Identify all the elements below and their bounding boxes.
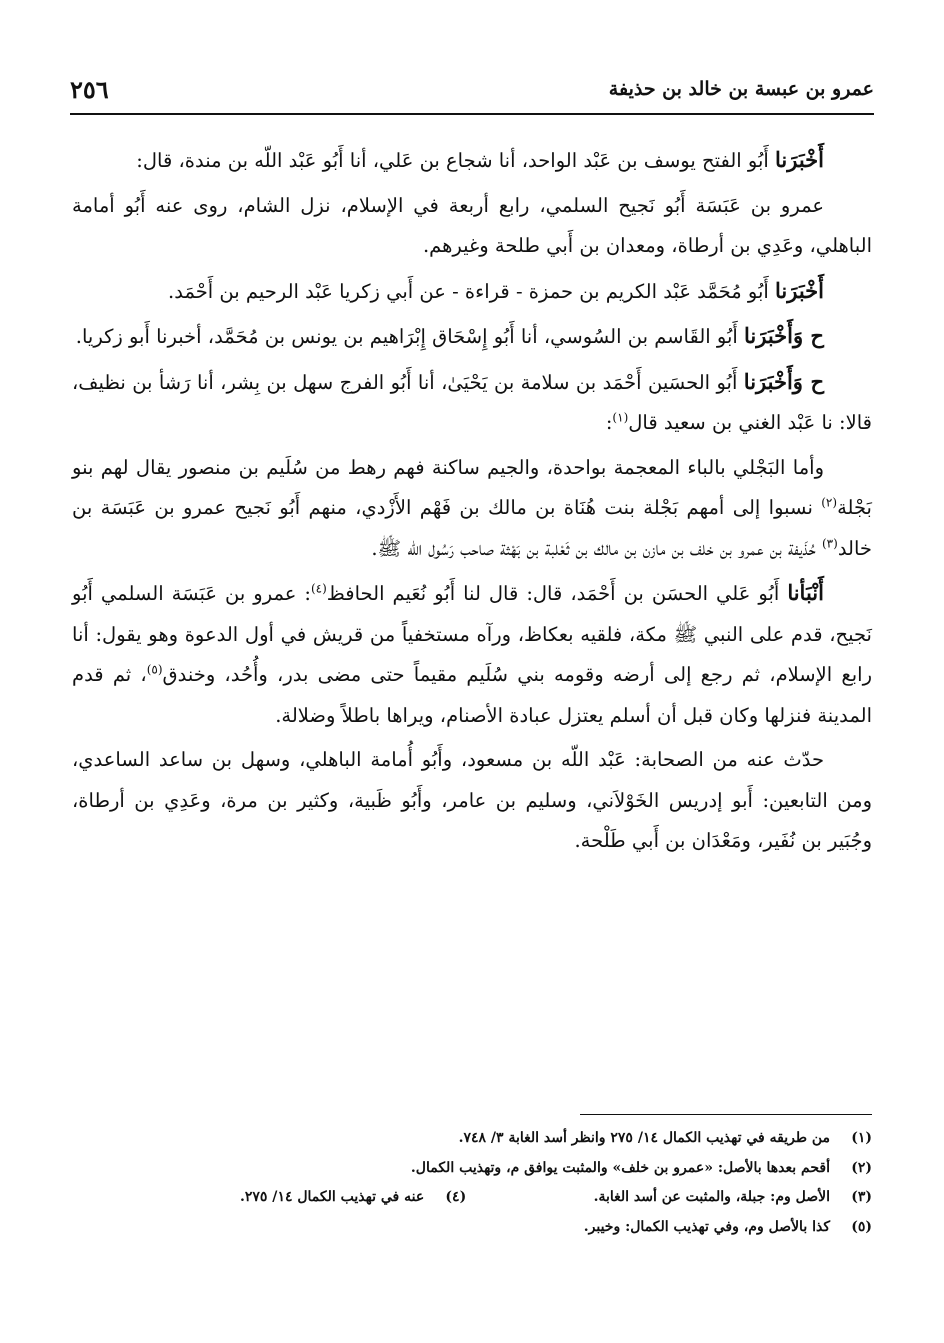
footnote bbox=[72, 1124, 872, 1154]
paragraph-text: أَبُو الفتح يوسف بن عَبْد الواحد، أنا شجاع بن عَلي، أنا أَبُو عَبْد اللّه بن مندة، قال: bbox=[136, 149, 776, 172]
footnote-number: (١) bbox=[851, 1130, 872, 1146]
paragraph bbox=[72, 362, 872, 444]
footnote-number: (٤) bbox=[445, 1189, 467, 1205]
footnote-number: (٢) bbox=[851, 1159, 872, 1176]
paragraph-text: حُذَيفة بن عمرو بن خلف بن مازن بن مالك بن ثَعْلبة بن بَهْثة صاحب رَسُول اللّه ﷺ. bbox=[371, 536, 822, 560]
paragraph-text: وأما البَجْلي بالباء المعجمة بواحدة، والجيم ساكنة فهم رهط من سُلَيم بن منصور يقال لهم بنو بَجْلة bbox=[72, 455, 872, 519]
footnote bbox=[594, 1183, 872, 1213]
paragraph bbox=[72, 271, 872, 313]
paragraph-text: : bbox=[605, 411, 613, 434]
paragraph-text: أَبُو الحسَين أَحْمَد بن سلامة بن يَحْيَىٰ، أنا أَبُو الفرج سهل بن بِشر، أنا رَشأ بن نظيف، قالا: نا عَبْد الغني بن سعيد قال bbox=[72, 370, 872, 434]
header-divider bbox=[70, 113, 874, 115]
paragraph bbox=[72, 186, 872, 267]
footnote-ref[interactable]: (٢) bbox=[821, 495, 838, 510]
running-header bbox=[70, 68, 874, 110]
footnote bbox=[72, 1154, 872, 1184]
paragraph bbox=[72, 448, 872, 570]
footnote-text: أقحم بعدها بالأصل: «عمرو بن خلف» والمثبت يوافق م، وتهذيب الكمال. bbox=[410, 1159, 830, 1176]
isnad-lead: أَخْبَرَنا bbox=[775, 277, 824, 303]
footnote-text: عنه في تهذيب الكمال ١٤/ ٢٧٥. bbox=[240, 1189, 425, 1205]
paragraph-text: أَبُو القَاسم بن السُوسي، أنا أَبُو إِسْحَاق إِبْرَاهيم بن يونس بن مُحَمَّد، أخبرنا أَبو زكريا. bbox=[75, 325, 744, 348]
paragraph bbox=[72, 316, 872, 358]
main-text bbox=[72, 140, 872, 862]
footnotes bbox=[72, 1124, 872, 1242]
footnote bbox=[240, 1183, 466, 1213]
footnote-ref[interactable]: (٣) bbox=[821, 536, 838, 550]
footnote-row bbox=[72, 1183, 872, 1213]
paragraph bbox=[72, 740, 872, 862]
paragraph-text: أَبُو عَلي الحسَن بن أَحْمَد، قال: قال لنا أَبُو نُعَيم الحافظ bbox=[326, 582, 788, 605]
footnote-ref[interactable]: (١) bbox=[612, 410, 629, 425]
paragraph-text: حدّث عنه من الصحابة: عَبْد اللّه بن مسعود، وأَبُو أُمامة الباهلي، وسهل بن ساعد الساعدي، ومن التابعين: أَبو إدريس الخَوْلاَني، وسليم بن عامر، وأَبُو ظَبية، وكثير بن مرة، وعَدِي بن أرطاة، وجُبَير بن نُفَير، ومَعْدَان بن أَبي طَلْحة. bbox=[72, 748, 872, 852]
isnad-lead: ح وَأَخْبَرَنا bbox=[743, 368, 824, 394]
isnad-lead: أَخْبَرَنا bbox=[775, 147, 824, 172]
paragraph-text: عمرو بن عَبَسَة أَبُو نَجيح السلمي، رابع أربعة في الإسلام، نزل الشام، روى عنه أَبُو أمامة الباهلي، وعَدِي بن أرطاة، ومعدان بن أَبي طلحة وغيرهم. bbox=[72, 193, 872, 257]
paragraph-text: نسبوا إلى أمهم بَجْلة بنت هُنَاة بن مالك بن فَهْم الأَزْدي، منهم أَبُو نَجيح عمرو بن عَبَسَة بن خالد bbox=[72, 496, 872, 560]
paragraph bbox=[72, 140, 872, 182]
footnote-divider bbox=[580, 1114, 872, 1115]
footnote-ref[interactable]: (٥) bbox=[146, 662, 163, 677]
footnote-text: من طريقه في تهذيب الكمال ١٤/ ٢٧٥ وانظر أسد الغابة ٣/ ٧٤٨. bbox=[458, 1130, 830, 1146]
running-title: عمرو بن عبسة بن خالد بن حذيفة bbox=[608, 78, 874, 100]
footnote-text: الأصل وم: جبلة، والمثبت عن أسد الغابة. bbox=[593, 1189, 830, 1205]
footnote-text: كذا بالأصل وم، وفي تهذيب الكمال: وخيبر. bbox=[583, 1218, 830, 1235]
paragraph-text: ، ثم قدم المدينة فنزلها وكان قبل أن أسلم يعتزل عبادة الأصنام، ويراها باطلاً وضلالة. bbox=[72, 663, 872, 727]
isnad-lead: ح وَأَخْبَرَنا bbox=[744, 323, 824, 348]
paragraph bbox=[72, 573, 872, 736]
page-number: ٢٥٦ bbox=[70, 74, 109, 104]
footnote-ref[interactable]: (٤) bbox=[310, 581, 327, 596]
footnote-number: (٥) bbox=[851, 1218, 872, 1235]
paragraph-text: أَبُو مُحَمَّد عَبْد الكريم بن حمزة - قراءة - عن أَبي زكريا عَبْد الرحيم بن أَحْمَد. bbox=[168, 279, 776, 303]
paragraph-text: : عمرو بن عَبَسَة السلمي أَبُو نَجيح، قدم على النبي ﷺ مكة، فلقيه بعكاظ، ورآه مستخفياً من قريش في أول الدعوة وهو يقول: أنا رابع الإسلام، ثم رجع إلى أرضه وقومه بني سُلَيم مقيماً حتى مضى بدر، وأُحُد، وخندق bbox=[72, 582, 872, 686]
isnad-lead: أَنْبَأنا bbox=[787, 580, 824, 605]
footnote bbox=[72, 1213, 872, 1243]
footnote-number: (٣) bbox=[851, 1189, 872, 1205]
